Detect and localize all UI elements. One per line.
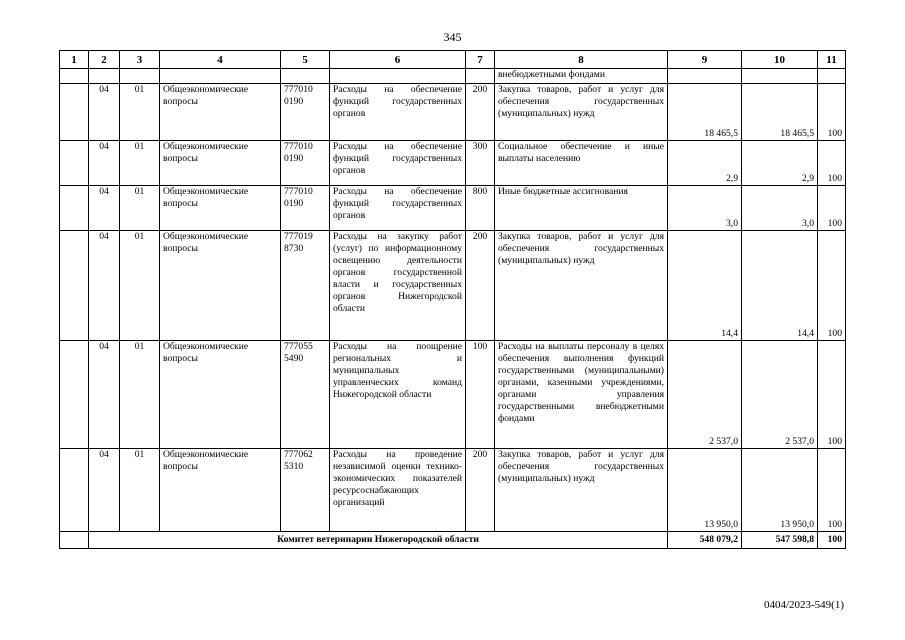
total-executed: 547 598,8 bbox=[742, 532, 818, 549]
percent-executed: 100 bbox=[818, 141, 846, 186]
expense-type-name: Расходы на выплаты персоналу в целях обеспечения выполнения функций государственными (муниципальными) органами, казенными учреждениями, органами управления государственными внебюджетными фондами bbox=[495, 341, 668, 449]
percent-executed: 100 bbox=[818, 231, 846, 341]
continuation-row bbox=[60, 69, 846, 84]
target-article-name: Расходы на проведение независимой оценки технико-экономических показателей ресурсоснабжающих организаций bbox=[330, 449, 466, 532]
section-code: 04 bbox=[89, 84, 120, 141]
target-article-name: Расходы на обеспечение функций государственных органов bbox=[330, 84, 466, 141]
target-article-code: 777019 8730 bbox=[281, 231, 330, 341]
expense-type-code: 200 bbox=[466, 449, 495, 532]
subsection-name: Общеэкономические вопросы bbox=[160, 84, 281, 141]
percent-executed: 100 bbox=[818, 186, 846, 231]
expense-type-name: Социальное обеспечение и иные выплаты населению bbox=[495, 141, 668, 186]
continuation-text: внебюджетными фондами bbox=[495, 69, 668, 84]
subsection-name: Общеэкономические вопросы bbox=[160, 186, 281, 231]
target-article-code: 777062 5310 bbox=[281, 449, 330, 532]
amount-executed: 13 950,0 bbox=[742, 449, 818, 532]
expense-type-code: 300 bbox=[466, 141, 495, 186]
column-header: 1 bbox=[60, 51, 89, 69]
table-row bbox=[60, 231, 846, 341]
table-row bbox=[60, 84, 846, 141]
budget-table bbox=[59, 50, 846, 549]
target-article-name: Расходы на обеспечение функций государственных органов bbox=[330, 186, 466, 231]
column-header: 10 bbox=[742, 51, 818, 69]
page-number: 345 bbox=[443, 30, 462, 44]
subsection-name: Общеэкономические вопросы bbox=[160, 341, 281, 449]
subsection-code: 01 bbox=[120, 186, 160, 231]
subsection-code: 01 bbox=[120, 141, 160, 186]
column-header: 11 bbox=[818, 51, 846, 69]
subsection-code: 01 bbox=[120, 341, 160, 449]
column-header: 4 bbox=[160, 51, 281, 69]
amount-approved: 18 465,5 bbox=[668, 84, 742, 141]
amount-approved: 13 950,0 bbox=[668, 449, 742, 532]
amount-approved: 2 537,0 bbox=[668, 341, 742, 449]
amount-executed: 2,9 bbox=[742, 141, 818, 186]
column-header: 5 bbox=[281, 51, 330, 69]
amount-approved: 14,4 bbox=[668, 231, 742, 341]
subsection-code: 01 bbox=[120, 84, 160, 141]
amount-executed: 3,0 bbox=[742, 186, 818, 231]
column-header: 8 bbox=[495, 51, 668, 69]
expense-type-code: 100 bbox=[466, 341, 495, 449]
target-article-code: 777055 5490 bbox=[281, 341, 330, 449]
subsection-name: Общеэкономические вопросы bbox=[160, 231, 281, 341]
expense-type-name: Закупка товаров, работ и услуг для обеспечения государственных (муниципальных) нужд bbox=[495, 449, 668, 532]
section-code: 04 bbox=[89, 186, 120, 231]
total-label: Комитет ветеринарии Нижегородской области bbox=[89, 532, 668, 549]
section-code: 04 bbox=[89, 341, 120, 449]
percent-executed: 100 bbox=[818, 449, 846, 532]
subsection-code: 01 bbox=[120, 449, 160, 532]
percent-executed: 100 bbox=[818, 341, 846, 449]
section-code: 04 bbox=[89, 449, 120, 532]
amount-executed: 18 465,5 bbox=[742, 84, 818, 141]
amount-approved: 3,0 bbox=[668, 186, 742, 231]
target-article-code: 777010 0190 bbox=[281, 84, 330, 141]
expense-type-code: 200 bbox=[466, 84, 495, 141]
expense-type-name: Иные бюджетные ассигнования bbox=[495, 186, 668, 231]
section-code: 04 bbox=[89, 231, 120, 341]
total-percent: 100 bbox=[818, 532, 846, 549]
expense-type-name: Закупка товаров, работ и услуг для обеспечения государственных (муниципальных) нужд bbox=[495, 84, 668, 141]
column-header: 9 bbox=[668, 51, 742, 69]
target-article-code: 777010 0190 bbox=[281, 141, 330, 186]
expense-type-code: 800 bbox=[466, 186, 495, 231]
amount-executed: 2 537,0 bbox=[742, 341, 818, 449]
table-row bbox=[60, 141, 846, 186]
subsection-code: 01 bbox=[120, 231, 160, 341]
table-row bbox=[60, 341, 846, 449]
target-article-name: Расходы на закупку работ (услуг) по информационному освещению деятельности органов государственной власти и государственных органов Нижегородской области bbox=[330, 231, 466, 341]
amount-approved: 2,9 bbox=[668, 141, 742, 186]
target-article-code: 777010 0190 bbox=[281, 186, 330, 231]
column-header: 2 bbox=[89, 51, 120, 69]
subsection-name: Общеэкономические вопросы bbox=[160, 449, 281, 532]
total-row bbox=[60, 532, 846, 549]
table-row bbox=[60, 449, 846, 532]
total-approved: 548 079,2 bbox=[668, 532, 742, 549]
table-row bbox=[60, 186, 846, 231]
document-code: 0404/2023-549(1) bbox=[763, 599, 844, 611]
expense-type-name: Закупка товаров, работ и услуг для обеспечения государственных (муниципальных) нужд bbox=[495, 231, 668, 341]
percent-executed: 100 bbox=[818, 84, 846, 141]
amount-executed: 14,4 bbox=[742, 231, 818, 341]
target-article-name: Расходы на поощрение региональных и муниципальных управленческих команд Нижегородской области bbox=[330, 341, 466, 449]
subsection-name: Общеэкономические вопросы bbox=[160, 141, 281, 186]
target-article-name: Расходы на обеспечение функций государственных органов bbox=[330, 141, 466, 186]
column-header: 3 bbox=[120, 51, 160, 69]
expense-type-code: 200 bbox=[466, 231, 495, 341]
column-header: 7 bbox=[466, 51, 495, 69]
header-row bbox=[60, 51, 846, 69]
column-header: 6 bbox=[330, 51, 466, 69]
section-code: 04 bbox=[89, 141, 120, 186]
